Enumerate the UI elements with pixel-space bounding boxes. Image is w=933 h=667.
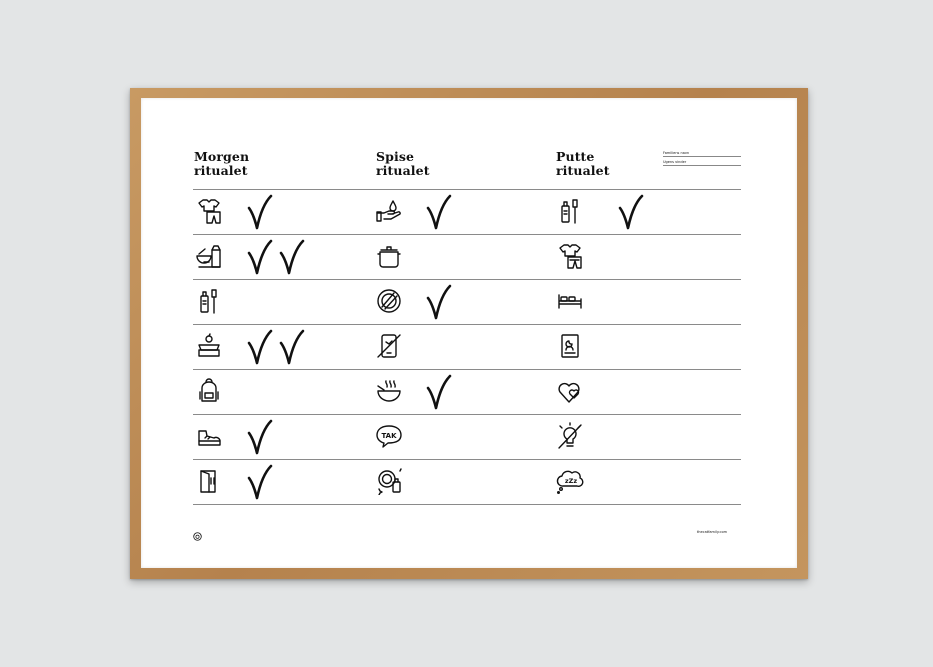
family-name-field[interactable]: Familiens navn xyxy=(663,151,741,157)
svg-text:TAK: TAK xyxy=(381,432,397,440)
chart-poster xyxy=(141,98,797,568)
pajamas-icon xyxy=(556,242,584,270)
row-divider xyxy=(193,504,741,505)
row-divider xyxy=(193,414,741,415)
title-line: Spise xyxy=(376,149,415,164)
row-divider xyxy=(193,189,741,190)
row-divider xyxy=(193,369,741,370)
no-light-icon xyxy=(556,422,584,450)
checkmark xyxy=(247,329,273,365)
svg-text:zZz: zZz xyxy=(564,477,578,485)
tak-speech-icon xyxy=(375,422,403,450)
title-line: Morgen xyxy=(194,149,250,164)
checkmark xyxy=(279,329,305,365)
checkmark xyxy=(426,194,452,230)
backpack-icon xyxy=(195,377,223,405)
no-phone-icon xyxy=(375,332,403,360)
sleep-zzz-icon xyxy=(556,467,584,495)
column-title-spise xyxy=(376,150,430,178)
toothbrush-icon xyxy=(556,197,584,225)
checkmark xyxy=(618,194,644,230)
row-divider xyxy=(193,459,741,460)
title-line: ritualet xyxy=(194,163,248,178)
hot-bowl-icon xyxy=(375,377,403,405)
cat-logo-icon xyxy=(193,526,202,535)
bed-icon xyxy=(556,287,584,315)
footer-url: thecatfamily.com xyxy=(696,530,727,534)
meta-fields xyxy=(663,151,741,169)
title-line: ritualet xyxy=(556,163,610,178)
title-line: Putte xyxy=(556,149,595,164)
hearts-icon xyxy=(556,377,584,405)
title-line: ritualet xyxy=(376,163,430,178)
winner-field[interactable]: Ugens vinder xyxy=(663,160,741,166)
row-divider xyxy=(193,234,741,235)
handwash-icon xyxy=(375,197,403,225)
bedtime-book-icon xyxy=(556,332,584,360)
toothbrush-icon xyxy=(195,287,223,315)
checkmark xyxy=(247,419,273,455)
row-divider xyxy=(193,279,741,280)
column-title-morgen xyxy=(194,150,249,178)
clothes-icon xyxy=(195,197,223,225)
lunchbox-icon xyxy=(195,332,223,360)
checkmark xyxy=(279,239,305,275)
row-divider xyxy=(193,324,741,325)
shoe-icon xyxy=(195,422,223,450)
checkmark xyxy=(426,284,452,320)
picture-frame xyxy=(130,88,808,579)
clean-dishes-icon xyxy=(375,467,403,495)
checkmark xyxy=(247,464,273,500)
plate-cutlery-icon xyxy=(375,287,403,315)
door-icon xyxy=(195,467,223,495)
checkmark xyxy=(247,194,273,230)
column-title-putte xyxy=(556,150,610,178)
checkmark xyxy=(247,239,273,275)
checkmark xyxy=(426,374,452,410)
breakfast-icon xyxy=(195,242,223,270)
cooking-pot-icon xyxy=(375,242,403,270)
